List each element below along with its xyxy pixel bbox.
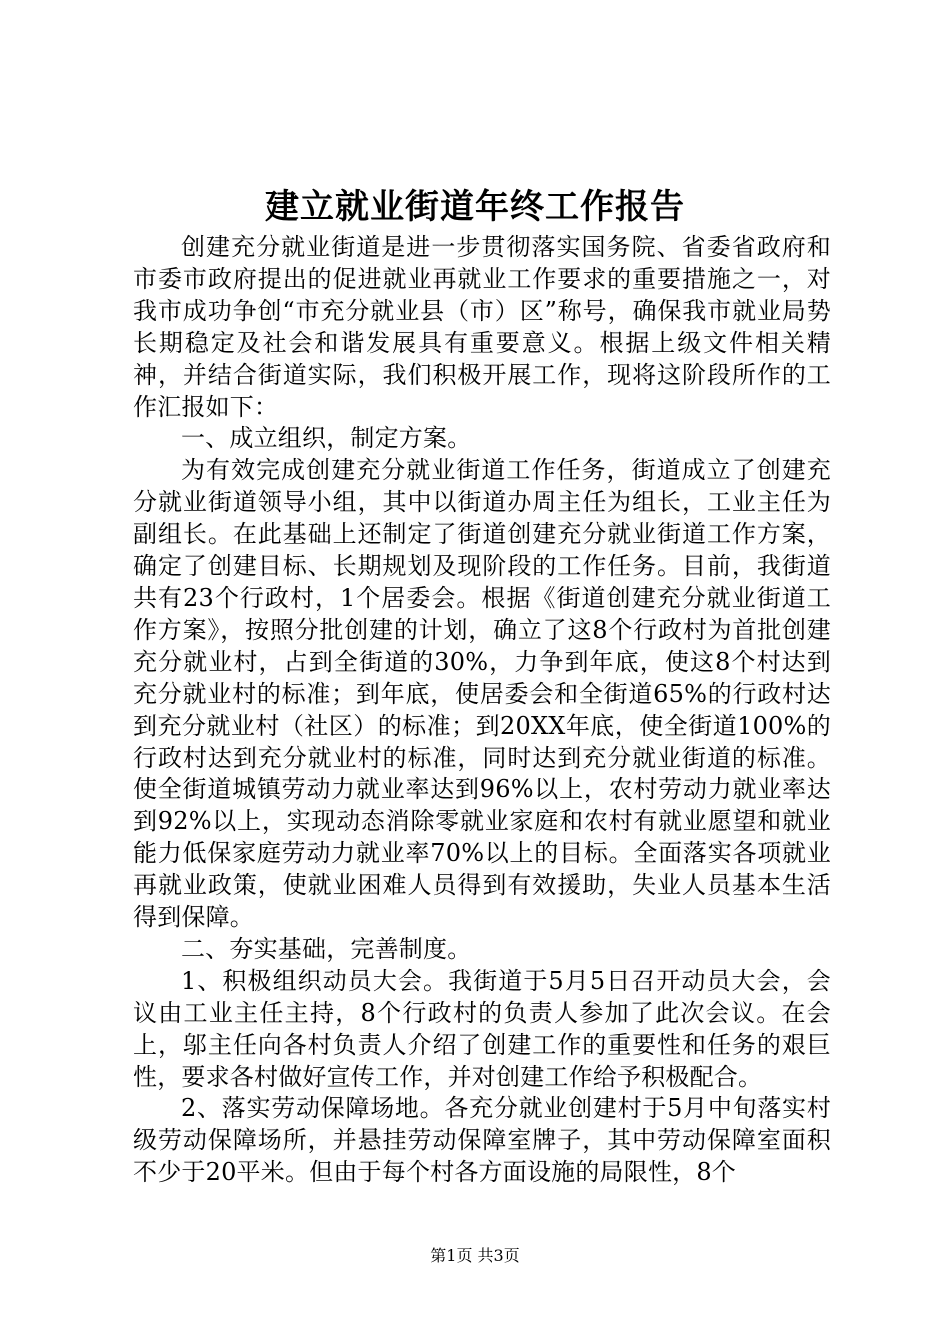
section-heading-1: 一、成立组织，制定方案。 bbox=[181, 424, 472, 453]
document-body bbox=[133, 232, 831, 1189]
section-2-item-1: 1、积极组织动员大会。我街道于5月5日召开动员大会，会议由工业主任主持，8个行政村的负责人参加了此次会议。在会上，邬主任向各村负责人介绍了创建工作的重要性和任务的艰巨性，要求各村做好宣传工作，并对创建工作给予积极配合。 bbox=[133, 966, 831, 1091]
page-number-footer: 第1页 共3页 bbox=[430, 1246, 520, 1265]
intro-paragraph: 创建充分就业街道是进一步贯彻落实国务院、省委省政府和市委市政府提出的促进就业再就业工作要求的重要措施之一，对我市成功争创“市充分就业县（市）区”称号，确保我市就业局势长期稳定及社会和谐发展具有重要意义。根据上级文件相关精神，并结合街道实际，我们积极开展工作，现将这阶段所作的工作汇报如下： bbox=[133, 233, 831, 421]
document-title: 建立就业街道年终工作报告 bbox=[265, 187, 685, 227]
section-heading-2: 二、夯实基础，完善制度。 bbox=[181, 934, 472, 963]
section-1-paragraph: 为有效完成创建充分就业街道工作任务，街道成立了创建充分就业街道领导小组，其中以街道办周主任为组长，工业主任为副组长。在此基础上还制定了街道创建充分就业街道工作方案，确定了创建目标、长期规划及现阶段的工作任务。目前，我街道共有23个行政村，1个居委会。根据《街道创建充分就业街道工作方案》，按照分批创建的计划，确立了这8个行政村为首批创建充分就业村，占到全街道的30%，力争到年底，使这8个村达到充分就业村的标准；到年底，使居委会和全街道65%的行政村达到充分就业村（社区）的标准；到20XX年底，使全街道100%的行政村达到充分就业村的标准，同时达到充分就业街道的标准。使全街道城镇劳动力就业率达到96%以上，农村劳动力就业率达到92%以上，实现动态消除零就业家庭和农村有就业愿望和就业能力低保家庭劳动力就业率70%以上的目标。全面落实各项就业再就业政策，使就业困难人员得到有效援助，失业人员基本生活得到保障。 bbox=[133, 456, 831, 932]
section-2-item-2: 2、落实劳动保障场地。各充分就业创建村于5月中旬落实村级劳动保障场所，并悬挂劳动保障室牌子，其中劳动保障室面积不少于20平米。但由于每个村各方面设施的局限性，8个 bbox=[133, 1094, 831, 1187]
